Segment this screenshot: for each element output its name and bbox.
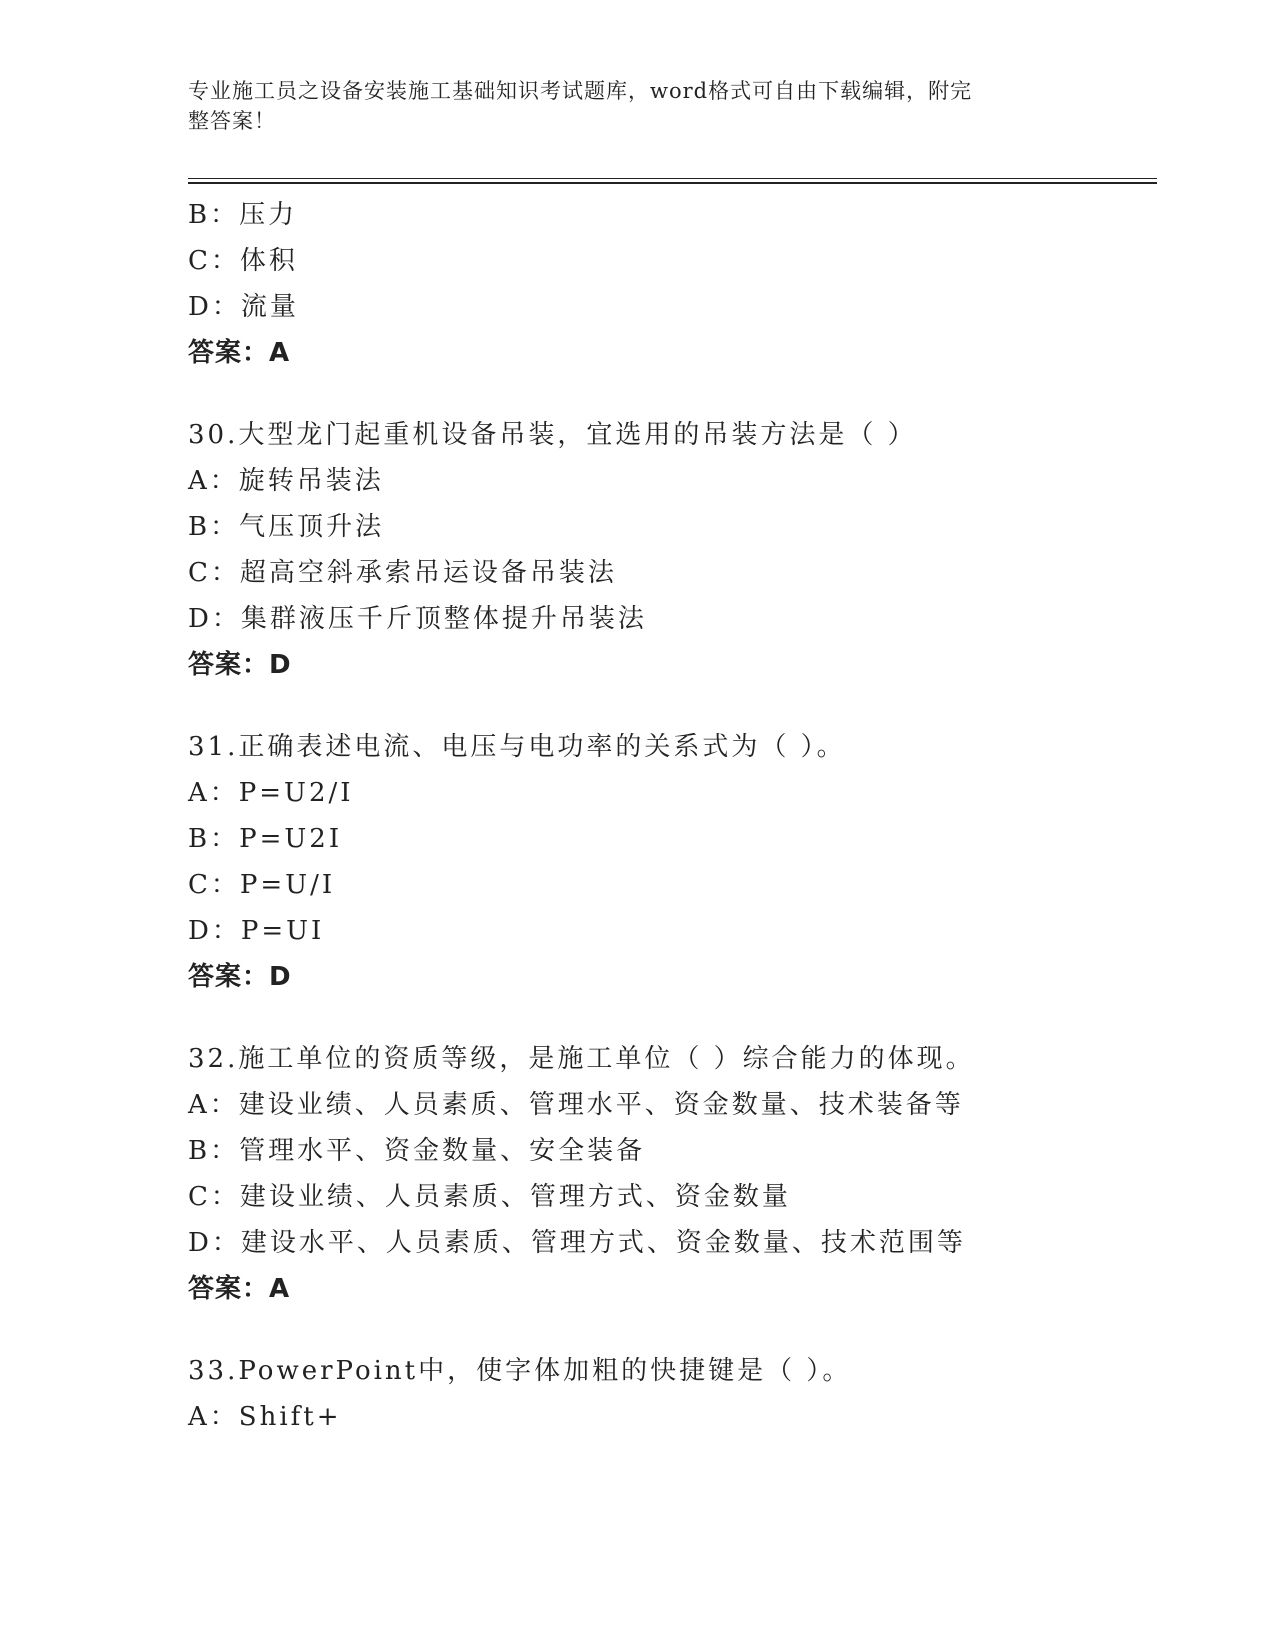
option-c: C：P=U/I [188, 870, 336, 900]
question-stem: 33.PowerPoint中，使字体加粗的快捷键是（ ）。 [188, 1356, 852, 1386]
question-32 [188, 1036, 1148, 1312]
question-continuation [188, 192, 1148, 376]
answer-line: 答案：D [188, 650, 292, 680]
option-c: C：建设业绩、人员素质、管理方式、资金数量 [188, 1182, 791, 1212]
answer-line: 答案：A [188, 1274, 291, 1304]
header-divider-thick [188, 182, 1157, 184]
option-b: B：压力 [188, 200, 298, 230]
option-a: A：建设业绩、人员素质、管理水平、资金数量、技术装备等 [188, 1090, 964, 1120]
option-c: C：体积 [188, 246, 298, 276]
option-a: A：P=U2/I [188, 778, 354, 808]
option-d: D：集群液压千斤顶整体提升吊装法 [188, 604, 647, 634]
document-header [188, 76, 1068, 136]
question-33 [188, 1348, 1148, 1440]
option-d: D：流量 [188, 292, 299, 322]
option-a: A：Shift+ [188, 1402, 342, 1432]
option-a: A：旋转吊装法 [188, 466, 384, 496]
answer-line: 答案：D [188, 962, 292, 992]
header-divider-thin [188, 178, 1157, 179]
question-31 [188, 724, 1148, 1000]
header-line-2: 整答案！ [188, 109, 276, 133]
answer-line: 答案：A [188, 338, 291, 368]
question-stem: 30.大型龙门起重机设备吊装，宜选用的吊装方法是（ ） [188, 420, 917, 450]
question-30 [188, 412, 1148, 688]
option-d: D：P=UI [188, 916, 325, 946]
header-line-1: 专业施工员之设备安装施工基础知识考试题库，word格式可自由下载编辑，附完 [188, 79, 973, 103]
option-d: D：建设水平、人员素质、管理方式、资金数量、技术范围等 [188, 1228, 966, 1258]
option-c: C：超高空斜承索吊运设备吊装法 [188, 558, 617, 588]
question-stem: 32.施工单位的资质等级，是施工单位（ ）综合能力的体现。 [188, 1044, 975, 1074]
question-list [188, 192, 1148, 1440]
option-b: B：管理水平、资金数量、安全装备 [188, 1136, 646, 1166]
option-b: B：P=U2I [188, 824, 343, 854]
option-b: B：气压顶升法 [188, 512, 385, 542]
question-stem: 31.正确表述电流、电压与电功率的关系式为（ ）。 [188, 732, 846, 762]
